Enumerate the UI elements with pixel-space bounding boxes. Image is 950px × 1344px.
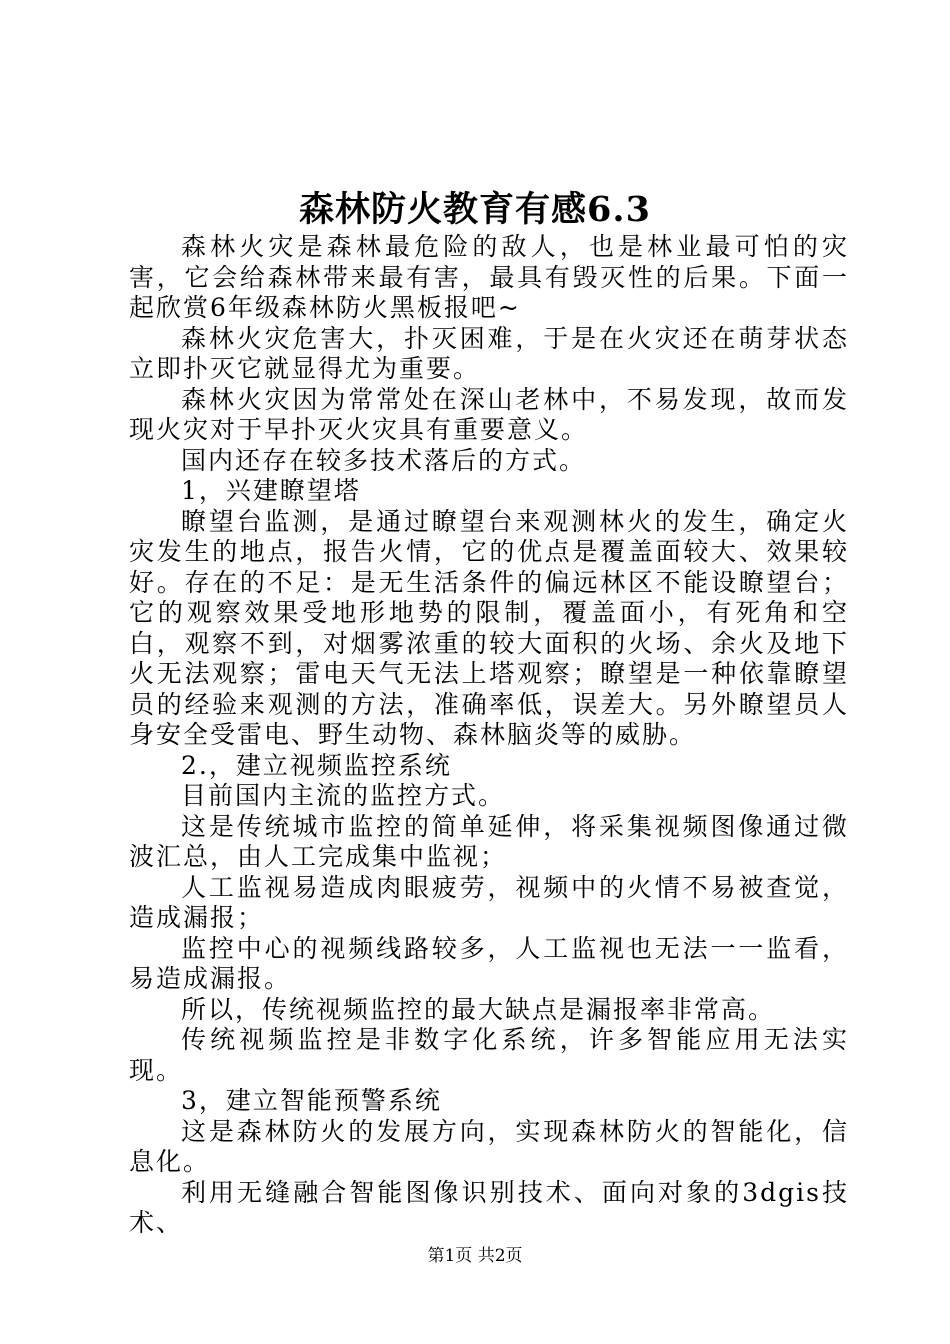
paragraph: 传统视频监控是非数字化系统，许多智能应用无法实现。 [129, 1025, 849, 1085]
paragraph: 目前国内主流的监控方式。 [181, 781, 506, 810]
section-heading: 3，建立智能预警系统 [181, 1086, 442, 1115]
section-heading: 1，兴建瞭望塔 [181, 476, 361, 505]
document-title: 森林防火教育有感6.3 [299, 189, 651, 230]
paragraph: 这是传统城市监控的简单延伸，将采集视频图像通过微波汇总，由人工完成集中监视； [129, 811, 849, 871]
document-body [129, 232, 849, 1239]
section-heading: 2.，建立视频监控系统 [181, 750, 452, 780]
paragraph: 森林火灾因为常常处在深山老林中，不易发现，故而发现火灾对于早扑灭火灾具有重要意义。 [129, 384, 849, 444]
paragraph: 森林火灾危害大，扑灭困难，于是在火灾还在萌芽状态立即扑灭它就显得尤为重要。 [129, 323, 849, 383]
paragraph: 森林火灾是森林最危险的敌人，也是林业最可怕的灾害，它会给森林带来最有害，最具有毁灭性的后果。下面一起欣赏6年级森林防火黑板报吧~ [129, 232, 849, 322]
paragraph: 这是森林防火的发展方向，实现森林防火的智能化，信息化。 [129, 1116, 849, 1176]
paragraph: 所以，传统视频监控的最大缺点是漏报率非常高。 [181, 994, 776, 1024]
paragraph: 监控中心的视频线路较多，人工监视也无法一一监看，易造成漏报。 [129, 933, 849, 993]
paragraph: 人工监视易造成肉眼疲劳，视频中的火情不易被查觉，造成漏报； [129, 872, 849, 932]
page-footer: 第1页 共2页 [427, 1246, 523, 1266]
paragraph: 利用无缝融合智能图像识别技术、面向对象的3dgis技术、 [129, 1177, 849, 1237]
paragraph: 国内还存在较多技术落后的方式。 [181, 445, 587, 475]
paragraph: 瞭望台监测，是通过瞭望台来观测林火的发生，确定火灾发生的地点，报告火情，它的优点是覆盖面较大、效果较好。存在的不足：是无生活条件的偏远林区不能设瞭望台；它的观察效果受地形地势的限制，覆盖面小，有死角和空白，观察不到，对烟雾浓重的较大面积的火场、余火及地下火无法观察；雷电天气无法上塔观察；瞭望是一种依靠瞭望员的经验来观测的方法，准确率低，误差大。另外瞭望员人身安全受雷电、野生动物、森林脑炎等的威胁。 [129, 506, 849, 749]
